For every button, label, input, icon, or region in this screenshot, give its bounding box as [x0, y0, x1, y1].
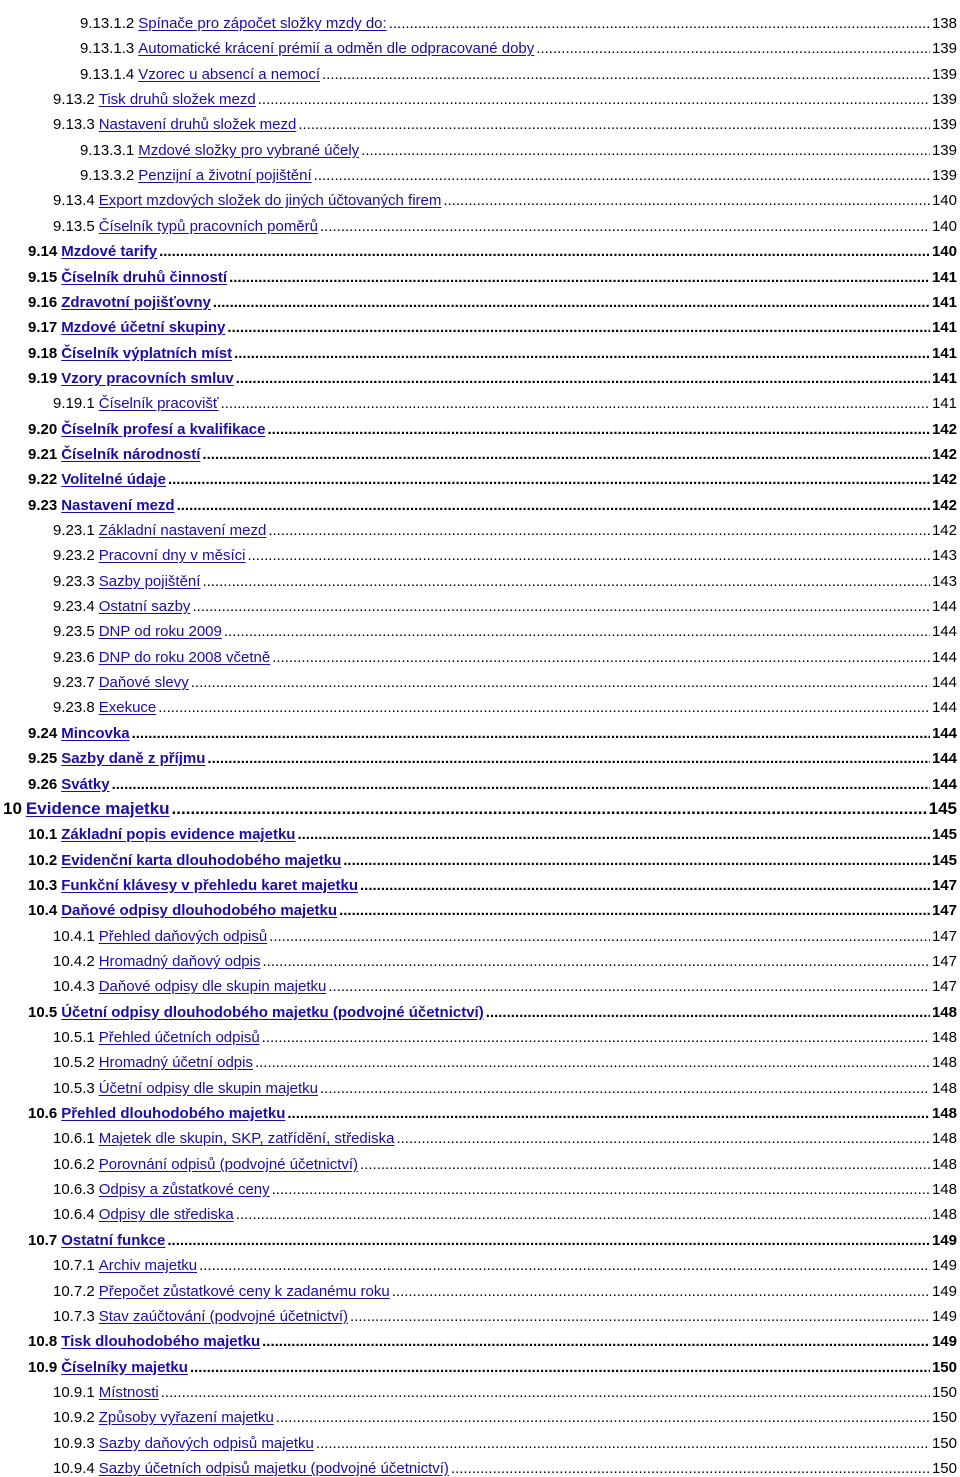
toc-entry-number: 10.6.1	[53, 1130, 95, 1148]
toc-entry-number: 9.23.2	[53, 547, 95, 565]
toc-entry-number: 9.13.3	[53, 116, 95, 134]
toc-entry-number: 9.22	[28, 471, 58, 489]
toc-entry-number: 9.13.3.1	[80, 141, 135, 159]
toc-entry-link[interactable]: Sazby daňových odpisů majetku	[98, 1434, 314, 1452]
toc-entry-number: 10.7.2	[53, 1282, 95, 1300]
toc-page-number: 140	[931, 243, 957, 261]
toc-entry-number: 10.9.3	[53, 1434, 95, 1452]
toc-entry-number: 9.15	[28, 268, 58, 286]
toc-leader-dots	[392, 1283, 930, 1300]
toc-entry[interactable]	[0, 978, 960, 995]
toc-entry[interactable]	[0, 15, 960, 32]
toc-entry-number: 9.13.5	[53, 217, 95, 235]
toc-entry-number: 9.13.3.2	[80, 167, 135, 185]
toc-leader-dots	[269, 928, 930, 945]
toc-entry-link[interactable]: Číselník pracovišť	[98, 395, 219, 413]
toc-entry-link[interactable]: DNP od roku 2009	[98, 623, 222, 641]
toc-page-number: 149	[931, 1282, 957, 1300]
toc-entry-link[interactable]: Mzdové tarify	[61, 243, 158, 261]
toc-entry-link[interactable]: Přepočet zůstatkové ceny k zadanému roku	[98, 1282, 390, 1300]
toc-entry[interactable]	[0, 750, 960, 767]
toc-leader-dots	[213, 294, 930, 311]
toc-leader-dots	[268, 522, 930, 539]
toc-entry-number: 10.4.3	[53, 978, 95, 996]
toc-entry[interactable]	[0, 1257, 960, 1274]
toc-leader-dots	[536, 40, 930, 57]
toc-entry-link[interactable]: Mzdové složky pro vybrané účely	[138, 141, 360, 159]
toc-page-number: 143	[931, 547, 957, 565]
toc-page-number: 150	[931, 1459, 957, 1477]
toc-entry-number: 10.2	[28, 851, 58, 869]
toc-entry-number: 10.7	[28, 1231, 58, 1249]
toc-entry-number: 9.16	[28, 293, 58, 311]
toc-entry-link[interactable]: Způsoby vyřazení majetku	[98, 1409, 274, 1427]
toc-entry[interactable]	[0, 40, 960, 57]
toc-entry[interactable]	[0, 1130, 960, 1147]
toc-entry-link[interactable]: Tisk dlouhodobého majetku	[61, 1333, 261, 1351]
toc-leader-dots	[192, 598, 930, 615]
toc-entry[interactable]	[0, 1206, 960, 1223]
toc-entry-number: 9.13.1.2	[80, 15, 135, 32]
toc-entry-number: 9.23.1	[53, 522, 95, 539]
toc-leader-dots	[360, 877, 930, 894]
toc-entry-number: 10.4.2	[53, 952, 95, 970]
toc-page-number: 139	[931, 40, 957, 58]
toc-leader-dots	[236, 1206, 930, 1223]
toc-leader-dots	[389, 15, 930, 32]
toc-page-number: 148	[931, 1054, 957, 1072]
toc-entry-link[interactable]: Číselníky majetku	[61, 1358, 188, 1376]
toc-leader-dots	[132, 725, 930, 742]
toc-page-number: 142	[931, 471, 957, 489]
toc-entry[interactable]	[0, 192, 960, 209]
toc-entry[interactable]	[0, 1359, 960, 1376]
toc-page-number: 144	[931, 598, 957, 616]
toc-leader-dots	[168, 471, 930, 488]
toc-leader-dots	[298, 116, 930, 133]
toc-leader-dots	[191, 674, 930, 691]
toc-entry-number: 9.23.6	[53, 648, 95, 666]
toc-entry-number: 10.5.2	[53, 1054, 95, 1072]
toc-entry-link[interactable]: Funkční klávesy v přehledu karet majetku	[61, 876, 358, 894]
toc-entry[interactable]	[0, 799, 960, 819]
toc-page-number: 139	[931, 116, 957, 134]
toc-leader-dots	[177, 497, 930, 514]
toc-entry[interactable]	[0, 623, 960, 640]
toc-page-number: 147	[931, 876, 957, 894]
toc-page-number: 138	[931, 15, 957, 32]
toc-entry-link[interactable]: Nastavení mezd	[61, 496, 175, 514]
toc-entry-number: 10.7.3	[53, 1307, 95, 1325]
toc-page-number: 148	[931, 1181, 957, 1199]
toc-page-number: 144	[931, 775, 957, 793]
toc-page-number: 142	[931, 420, 957, 438]
toc-entry[interactable]	[0, 91, 960, 108]
toc-entry-number: 9.18	[28, 344, 58, 362]
toc-leader-dots	[207, 750, 930, 767]
toc-page-number: 141	[931, 369, 957, 387]
toc-entry-number: 9.19.1	[53, 395, 95, 413]
toc-leader-dots	[287, 1105, 930, 1122]
toc-entry-link[interactable]: Tisk druhů složek mezd	[98, 91, 256, 109]
toc-entry[interactable]	[0, 167, 960, 184]
toc-entry-link[interactable]: Daňové odpisy dlouhodobého majetku	[61, 902, 338, 920]
toc-page-number: 140	[931, 192, 957, 210]
toc-leader-dots	[339, 902, 930, 919]
toc-entry[interactable]	[0, 902, 960, 919]
toc-entry-number: 9.19	[28, 369, 58, 387]
toc-leader-dots	[361, 142, 930, 159]
toc-leader-dots	[297, 826, 930, 843]
toc-entry-link[interactable]: Ostatní sazby	[98, 598, 191, 616]
toc-leader-dots	[167, 1232, 930, 1249]
toc-entry-link[interactable]: Místnosti	[98, 1383, 159, 1401]
toc-leader-dots	[262, 1333, 930, 1350]
toc-leader-dots	[322, 66, 930, 83]
toc-leader-dots	[229, 269, 930, 286]
toc-page-number: 148	[931, 1003, 957, 1021]
toc-entry-link[interactable]: Účetní odpisy dlouhodobého majetku (podvojné účetnictví)	[61, 1003, 484, 1021]
toc-entry[interactable]	[0, 547, 960, 564]
toc-entry[interactable]	[0, 1308, 960, 1325]
toc-page-number: 149	[931, 1307, 957, 1325]
toc-entry-number: 10.6	[28, 1105, 58, 1123]
toc-entry[interactable]	[0, 573, 960, 590]
toc-page-number: 150	[931, 1409, 957, 1427]
toc-page-number: 143	[931, 572, 957, 590]
toc-entry-number: 9.13.2	[53, 91, 95, 109]
toc-leader-dots	[112, 776, 930, 793]
toc-leader-dots	[486, 1004, 930, 1021]
toc-entry[interactable]	[0, 776, 960, 793]
toc-leader-dots	[224, 623, 930, 640]
toc-leader-dots	[396, 1130, 930, 1147]
toc-leader-dots	[316, 1435, 930, 1452]
toc-entry-link[interactable]: Sazby pojištění	[98, 572, 201, 590]
toc-entry-link[interactable]: Základní popis evidence majetku	[61, 826, 296, 844]
toc-page-number: 139	[931, 167, 957, 185]
toc-leader-dots	[236, 370, 930, 387]
toc-entry-number: 9.23	[28, 496, 58, 514]
toc-leader-dots	[190, 1359, 930, 1376]
toc-entry-number: 10.5.3	[53, 1079, 95, 1097]
toc-entry-number: 10.7.1	[53, 1257, 95, 1275]
toc-entry[interactable]	[0, 243, 960, 260]
toc-entry[interactable]	[0, 269, 960, 286]
toc-page-number: 148	[931, 1130, 957, 1148]
toc-entry-link[interactable]: Majetek dle skupin, SKP, zatřídění, střediska	[98, 1130, 395, 1148]
toc-page-number: 139	[931, 141, 957, 159]
toc-entry-number: 9.26	[28, 775, 58, 793]
toc-entry[interactable]	[0, 1054, 960, 1071]
toc-entry[interactable]	[0, 674, 960, 691]
toc-leader-dots	[343, 852, 930, 869]
toc-entry-link[interactable]: Mincovka	[61, 724, 130, 742]
toc-entry-link[interactable]: DNP do roku 2008 včetně	[98, 648, 271, 666]
toc-entry-link[interactable]: Hromadný účetní odpis	[98, 1054, 253, 1072]
toc-page-number: 148	[931, 1079, 957, 1097]
toc-page-number: 144	[931, 724, 957, 742]
toc-entry[interactable]	[0, 1283, 960, 1300]
toc-entry-link[interactable]: Číselník profesí a kvalifikace	[61, 420, 266, 438]
toc-entry-number: 10.5	[28, 1003, 58, 1021]
toc-entry-link[interactable]: Archiv majetku	[98, 1257, 198, 1275]
toc-page-number: 149	[931, 1257, 957, 1275]
toc-page-number: 142	[931, 445, 957, 463]
toc-entry-link[interactable]: Sazby účetních odpisů majetku (podvojné účetnictví)	[98, 1459, 449, 1477]
toc-entry-link[interactable]: Svátky	[61, 775, 110, 793]
toc-entry-link[interactable]: Sazby daně z příjmu	[61, 750, 206, 768]
toc-leader-dots	[221, 395, 930, 412]
toc-leader-dots	[258, 91, 930, 108]
toc-entry-number: 10.9.2	[53, 1409, 95, 1427]
toc-entry[interactable]	[0, 826, 960, 843]
toc-leader-dots	[443, 192, 930, 209]
toc-entry[interactable]	[0, 1460, 960, 1477]
toc-leader-dots	[202, 446, 930, 463]
toc-page-number: 141	[931, 319, 957, 337]
toc-leader-dots	[314, 167, 930, 184]
toc-page-number: 148	[931, 1206, 957, 1224]
toc-page-number: 141	[931, 293, 957, 311]
toc-entry-link[interactable]: Export mzdových složek do jiných účtovaných firem	[98, 192, 442, 210]
toc-entry-number: 10.4	[28, 902, 58, 920]
toc-leader-dots	[451, 1460, 930, 1477]
toc-page-number: 144	[931, 674, 957, 692]
toc-entry-number: 10.1	[28, 826, 58, 844]
toc-leader-dots	[159, 243, 930, 260]
toc-entry[interactable]	[0, 522, 960, 539]
toc-entry[interactable]	[0, 218, 960, 235]
toc-entry-number: 9.14	[28, 243, 58, 261]
toc-page-number: 144	[931, 699, 957, 717]
toc-entry[interactable]	[0, 319, 960, 336]
toc-entry-link[interactable]: Základní nastavení mezd	[98, 522, 267, 539]
toc-entry-link[interactable]: Evidenční karta dlouhodobého majetku	[61, 851, 342, 869]
toc-entry-link[interactable]: Daňové slevy	[98, 674, 189, 692]
toc-entry-link[interactable]: Daňové odpisy dle skupin majetku	[98, 978, 327, 996]
toc-page-number: 144	[931, 648, 957, 666]
toc-entry-link[interactable]: Číselník druhů činností	[61, 268, 228, 286]
toc-entry-link[interactable]: Spínače pro zápočet složky mzdy do:	[138, 15, 387, 32]
toc-page-number: 145	[931, 851, 957, 869]
toc-entry-number: 9.23.5	[53, 623, 95, 641]
toc-entry[interactable]	[0, 598, 960, 615]
toc-entry[interactable]	[0, 953, 960, 970]
toc-leader-dots	[276, 1409, 930, 1426]
toc-entry[interactable]	[0, 421, 960, 438]
toc-entry[interactable]	[0, 1156, 960, 1173]
toc-entry-number: 10	[3, 798, 22, 818]
toc-entry-link[interactable]: Hromadný daňový odpis	[98, 952, 261, 970]
toc-entry-number: 10.9	[28, 1358, 58, 1376]
toc-entry-number: 10.8	[28, 1333, 58, 1351]
toc-entry-number: 10.3	[28, 876, 58, 894]
toc-page-number: 141	[931, 395, 957, 413]
toc-page-number: 142	[931, 496, 957, 514]
toc-page-number: 145	[931, 826, 957, 844]
toc-page-number: 148	[931, 1029, 957, 1046]
toc-entry-link[interactable]: Porovnání odpisů (podvojné účetnictví)	[98, 1155, 359, 1173]
toc-entry-link[interactable]: Evidence majetku	[25, 798, 170, 818]
toc-entry-link[interactable]: Účetní odpisy dle skupin majetku	[98, 1079, 318, 1097]
toc-entry-link[interactable]: Číselník výplatních míst	[61, 344, 233, 362]
toc-entry-number: 10.5.1	[53, 1029, 95, 1046]
toc-entry-link[interactable]: Pracovní dny v měsíci	[98, 547, 246, 565]
toc-entry[interactable]	[0, 649, 960, 666]
toc-page-number: 141	[931, 268, 957, 286]
toc-entry-number: 10.9.1	[53, 1383, 95, 1401]
toc-entry-number: 10.6.3	[53, 1181, 95, 1199]
toc-leader-dots	[158, 699, 930, 716]
toc-entry[interactable]	[0, 1105, 960, 1122]
toc-entry-number: 9.23.7	[53, 674, 95, 692]
toc-entry-number: 10.9.4	[53, 1459, 95, 1477]
toc-entry[interactable]	[0, 699, 960, 716]
toc-entry-number: 9.13.1.4	[80, 65, 135, 83]
toc-entry[interactable]	[0, 1384, 960, 1401]
toc-leader-dots	[234, 345, 930, 362]
toc-page-number: 145	[928, 798, 957, 818]
toc-leader-dots	[267, 421, 929, 438]
toc-entry[interactable]	[0, 294, 960, 311]
toc-leader-dots	[199, 1257, 930, 1274]
toc-entry[interactable]	[0, 1029, 960, 1046]
toc-page-number: 140	[931, 217, 957, 235]
toc-entry[interactable]	[0, 725, 960, 742]
toc-entry-link[interactable]: Stav zaúčtování (podvojné účetnictví)	[98, 1307, 349, 1325]
toc-entry[interactable]	[0, 142, 960, 159]
toc-entry[interactable]	[0, 370, 960, 387]
toc-page-number: 147	[931, 902, 957, 920]
toc-entry-link[interactable]: Ostatní funkce	[61, 1231, 166, 1249]
toc-leader-dots	[320, 218, 930, 235]
toc-entry[interactable]	[0, 1409, 960, 1426]
toc-entry-link[interactable]: Odpisy a zůstatkové ceny	[98, 1181, 270, 1199]
toc-entry-link[interactable]: Vzorec u absencí a nemocí	[138, 65, 320, 83]
toc-leader-dots	[272, 1181, 930, 1198]
toc-leader-dots	[262, 1029, 930, 1046]
toc-page-number: 150	[931, 1434, 957, 1452]
toc-page-number: 139	[931, 91, 957, 109]
toc-entry[interactable]	[0, 471, 960, 488]
toc-entry-link[interactable]: Vzory pracovních smluv	[61, 369, 234, 387]
toc-entry[interactable]	[0, 497, 960, 514]
toc-leader-dots	[202, 573, 930, 590]
toc-entry-link[interactable]: Číselník typů pracovních poměrů	[98, 217, 318, 235]
toc-page-number: 149	[931, 1231, 957, 1249]
toc-entry-number: 9.17	[28, 319, 58, 337]
toc-page-number: 147	[931, 927, 957, 945]
toc-entry-number: 10.4.1	[53, 927, 95, 945]
toc-entry[interactable]	[0, 928, 960, 945]
toc-entry-number: 9.20	[28, 420, 58, 438]
toc-entry-number: 9.24	[28, 724, 58, 742]
toc-page-number: 148	[931, 1155, 957, 1173]
toc-leader-dots	[161, 1384, 930, 1401]
toc-entry[interactable]	[0, 852, 960, 869]
toc-entry-number: 9.23.8	[53, 699, 95, 717]
toc-leader-dots	[320, 1080, 930, 1097]
toc-leader-dots	[247, 547, 930, 564]
toc-page-number: 149	[931, 1333, 957, 1351]
toc-entry[interactable]	[0, 877, 960, 894]
toc-page-number: 139	[931, 65, 957, 83]
toc-leader-dots	[360, 1156, 930, 1173]
toc-entry[interactable]	[0, 66, 960, 83]
toc-entry-link[interactable]: Přehled účetních odpisů	[98, 1029, 260, 1046]
toc-entry-link[interactable]: Číselník národností	[61, 445, 201, 463]
toc-entry-number: 9.21	[28, 445, 58, 463]
toc-leader-dots	[350, 1308, 930, 1325]
toc-entry[interactable]	[0, 1004, 960, 1021]
toc-entry[interactable]	[0, 1232, 960, 1249]
toc-entry-link[interactable]: Automatické krácení prémií a odměn dle odpracované doby	[138, 40, 535, 58]
toc-entry-number: 9.23.3	[53, 572, 95, 590]
toc-leader-dots	[227, 319, 930, 336]
toc-entry[interactable]	[0, 446, 960, 463]
toc-page-number: 141	[931, 344, 957, 362]
toc-entry[interactable]	[0, 1080, 960, 1097]
toc-entry-number: 10.6.4	[53, 1206, 95, 1224]
toc-page-number: 147	[931, 978, 957, 996]
toc-entry-number: 10.6.2	[53, 1155, 95, 1173]
toc-entry-link[interactable]: Volitelné údaje	[61, 471, 166, 489]
toc-page-number: 150	[931, 1383, 957, 1401]
toc-entry-number: 9.23.4	[53, 598, 95, 616]
toc-entry-link[interactable]: Mzdové účetní skupiny	[61, 319, 226, 337]
toc-entry-link[interactable]: Přehled dlouhodobého majetku	[61, 1105, 286, 1123]
toc-entry[interactable]	[0, 1333, 960, 1350]
toc-leader-dots	[172, 799, 927, 819]
toc-entry-link[interactable]: Exekuce	[98, 699, 157, 717]
toc-entry[interactable]	[0, 345, 960, 362]
toc-page-number: 150	[931, 1358, 957, 1376]
toc-entry[interactable]	[0, 1435, 960, 1452]
toc-page-number: 147	[931, 952, 957, 970]
toc-entry[interactable]	[0, 116, 960, 133]
toc-entry-link[interactable]: Odpisy dle střediska	[98, 1206, 234, 1224]
toc-page-number: 144	[931, 750, 957, 768]
toc-entry-link[interactable]: Zdravotní pojišťovny	[61, 293, 211, 311]
toc-page-number: 144	[931, 623, 957, 641]
toc-leader-dots	[255, 1054, 930, 1071]
toc-page-number: 148	[931, 1105, 957, 1123]
toc-entry-number: 9.13.1.3	[80, 40, 135, 58]
toc-leader-dots	[272, 649, 930, 666]
toc-entry-link[interactable]: Penzijní a životní pojištění	[138, 167, 312, 185]
toc-page-number: 142	[931, 522, 957, 539]
toc-leader-dots	[328, 978, 930, 995]
toc-leader-dots	[262, 953, 929, 970]
toc-entry-link[interactable]: Nastavení druhů složek mezd	[98, 116, 297, 134]
toc-entry[interactable]	[0, 1181, 960, 1198]
toc-entry-number: 9.13.4	[53, 192, 95, 210]
toc-entry-number: 9.25	[28, 750, 58, 768]
toc-entry[interactable]	[0, 395, 960, 412]
toc-entry-link[interactable]: Přehled daňových odpisů	[98, 927, 268, 945]
